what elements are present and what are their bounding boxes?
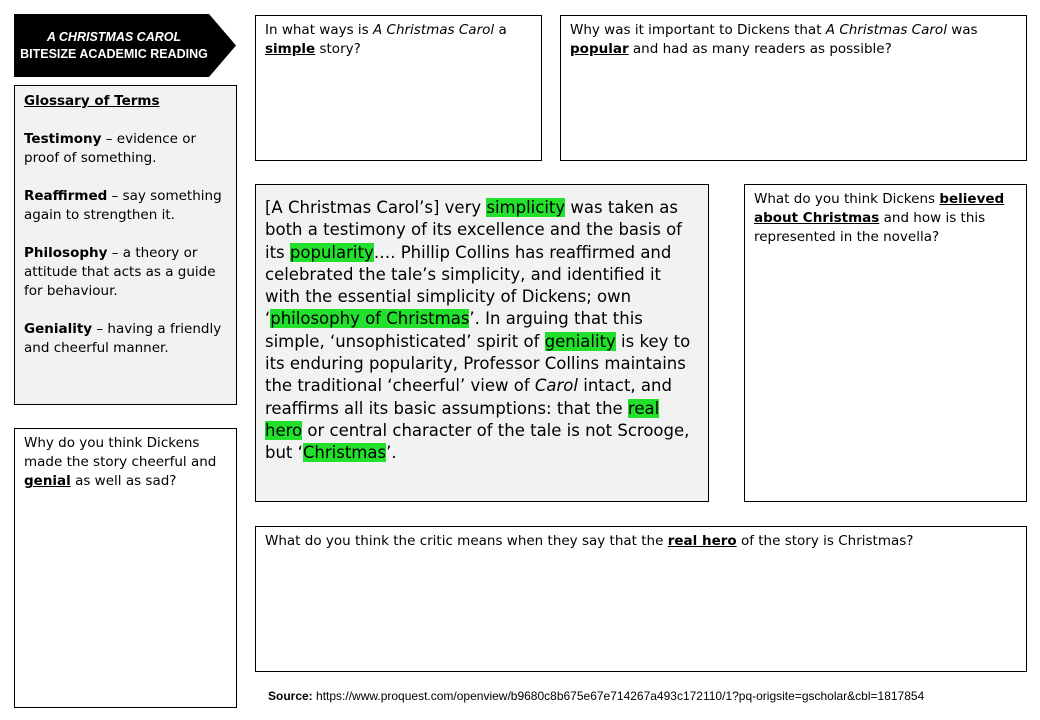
banner-text bbox=[14, 29, 214, 63]
question-text: What do you think Dickens bbox=[754, 191, 940, 207]
glossary-term bbox=[24, 130, 227, 168]
term-word: Reaffirmed bbox=[24, 188, 108, 204]
highlight-philosophy: philosophy of Christmas bbox=[270, 309, 470, 329]
glossary-term bbox=[24, 320, 227, 358]
question-text: and had as many readers as possible? bbox=[628, 41, 892, 57]
passage-text: was taken as both a testimony of its excellence and the basis of its bbox=[265, 198, 682, 262]
question-text: of the story is Christmas? bbox=[736, 533, 914, 549]
question-keyword: popular bbox=[570, 41, 629, 57]
question-cheerful-box[interactable] bbox=[14, 428, 237, 708]
question-text: a bbox=[494, 22, 507, 38]
term-word: Philosophy bbox=[24, 245, 108, 261]
critic-passage bbox=[255, 184, 709, 502]
term-definition: – evidence or proof of something. bbox=[24, 131, 197, 166]
passage-text: ’. In arguing that this simple, ‘unsophisticated’ spirit of bbox=[265, 309, 643, 351]
passage-text: or central character of the tale is not Scrooge, but ‘ bbox=[265, 420, 690, 463]
term-word: Geniality bbox=[24, 321, 93, 337]
question-keyword: real hero bbox=[667, 533, 737, 549]
question-real-hero-box[interactable] bbox=[255, 526, 1027, 672]
question-text: as well as sad? bbox=[70, 473, 177, 489]
question-text: story? bbox=[315, 41, 361, 57]
banner-subtitle: BITESIZE ACADEMIC READING bbox=[20, 47, 208, 61]
passage-text: [A Christmas Carol’s] very bbox=[265, 198, 487, 217]
source-label: Source: bbox=[268, 689, 313, 703]
passage-text: is key to its enduring popularity, Professor Collins maintains the traditional ‘cheerful’ view of bbox=[265, 331, 691, 396]
passage-italic-title: Carol bbox=[534, 376, 578, 396]
highlight-popularity: popularity bbox=[289, 242, 374, 262]
question-text: What do you think the critic means when they say that the bbox=[265, 533, 668, 549]
glossary-box bbox=[14, 85, 237, 405]
term-definition: – say something again to strengthen it. bbox=[24, 188, 222, 223]
term-word: Testimony bbox=[24, 131, 102, 147]
glossary-term bbox=[24, 187, 227, 225]
glossary-term bbox=[24, 244, 227, 301]
glossary-title: Glossary of Terms bbox=[24, 93, 160, 109]
highlight-simplicity: simplicity bbox=[486, 198, 566, 217]
highlight-geniality: geniality bbox=[544, 331, 616, 351]
question-believed-box[interactable] bbox=[744, 184, 1027, 502]
question-text: was bbox=[946, 22, 978, 38]
question-text: Why do you think Dickens made the story cheerful and bbox=[24, 435, 217, 470]
term-definition: – having a friendly and cheerful manner. bbox=[24, 321, 222, 356]
question-text: Why was it important to Dickens that bbox=[570, 22, 826, 38]
title-banner bbox=[14, 14, 236, 77]
highlight-real-hero: real hero bbox=[265, 398, 660, 440]
novel-title: A Christmas Carol bbox=[825, 22, 947, 38]
question-simple-box[interactable] bbox=[255, 15, 542, 161]
question-text: In what ways is bbox=[265, 22, 373, 38]
highlight-christmas: Christmas bbox=[302, 443, 387, 463]
source-url[interactable]: https://www.proquest.com/openview/b9680c8b675e67e714267a493c172110/1?pq-origsite=gscholar&cbl=1817854 bbox=[312, 689, 925, 703]
passage-text: …. Phillip Collins has reaffirmed and celebrated the tale’s simplicity, and identified it with the essential simplicity of Dickens; own ‘ bbox=[265, 242, 672, 329]
question-keyword: simple bbox=[265, 41, 316, 57]
question-popular-box[interactable] bbox=[560, 15, 1027, 161]
question-keyword: believed about Christmas bbox=[754, 191, 1005, 226]
passage-text: intact, and reaffirms all its basic assumptions: that the bbox=[265, 376, 672, 418]
source-citation bbox=[268, 688, 1028, 704]
novel-title: A Christmas Carol bbox=[373, 22, 495, 38]
passage-text: ’. bbox=[386, 443, 397, 463]
question-text: and how is this represented in the novella? bbox=[754, 210, 986, 245]
banner-title: A CHRISTMAS CAROL bbox=[46, 30, 182, 44]
term-definition: – a theory or attitude that acts as a guide for behaviour. bbox=[24, 245, 216, 299]
question-keyword: genial bbox=[24, 473, 71, 489]
